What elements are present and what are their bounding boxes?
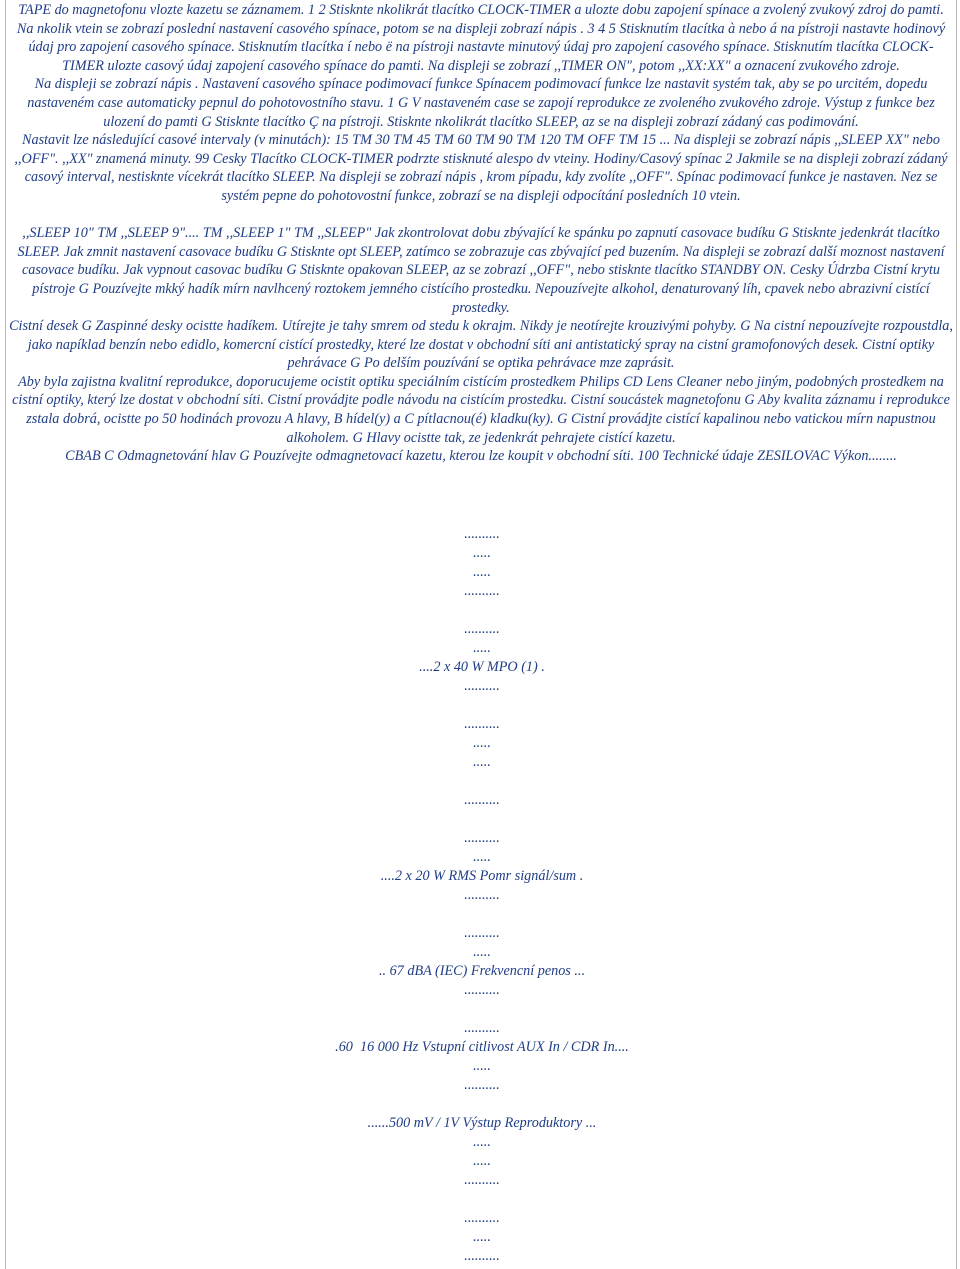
spec-line: ..........: [464, 716, 500, 732]
paragraph: TAPE do magnetofonu vlozte kazetu se záznamem. 1 2 Stisknte nkolikrát tlacítko CLOCK-TIMER a ulozte dobu zapojení spínace a zvolený zvukový zdroj do pamti.: [18, 2, 944, 18]
spec-line: .....: [473, 545, 491, 561]
spec-line: .....: [473, 944, 491, 960]
spec-line: ..........: [464, 887, 500, 903]
spec-line: ..........: [464, 1172, 500, 1188]
spec-line: .....: [473, 1153, 491, 1169]
paragraph: ,,SLEEP 10" TM ,,SLEEP 9".... TM ,,SLEEP 1" TM ,,SLEEP" Jak zkontrolovat dobu zbývající ke spánku po zapnutí casovace budíku G Stisknte jedenkrát tlacítko SLEEP. Jak zmnit nastavení casovace budíku G Stisknte opt SLEEP, zatímco se zobrazuje cas zbývající ped buzením. Na displeji se zobrazí další moznost nastavení casovace budíku. Jak vypnout casovac budíku G Stisknte opakovan SLEEP, az se zobrazí ,,OFF", nebo stisknte tlacítko STANDBY ON. Cesky Údrzba Cistní krytu pístroje G Pouzívejte mkký hadík mírn navlhcený roztokem jemného cistícího prostedku. Nepouzívejte alkohol, denaturovaný líh, cpavek nebo abrazivní cistící prostedky.: [17, 225, 945, 316]
spec-line: .....: [473, 754, 491, 770]
spec-line: .....: [473, 1058, 491, 1074]
spec-line: ..........: [464, 925, 500, 941]
paragraph: Cistní desek G Zaspinné desky ocistte hadíkem. Utírejte je tahy smrem od stedu k okrajm. Nikdy je neotírejte krouzivými pohyby. G Na cistní nepouzívejte rozpoustdla, jako napíklad benzín nebo edidlo, komercní cistící prostedky, které lze dostat v obchodní síti ani antistatický spray na cistní gramofonových desek. Cistní optiky pehrávace G Po delším pouzívání se optika pehrávace mze zaprásit.: [9, 318, 953, 372]
spec-line: ..........: [464, 1210, 500, 1226]
spec-line: ......500 mV / 1V Výstup Reproduktory ...: [367, 1115, 597, 1131]
spec-line: ..........: [464, 621, 500, 637]
manual-text: [8, 1, 954, 466]
spec-line: .....: [473, 849, 491, 865]
spec-line: ..........: [464, 1077, 500, 1093]
spec-line: .....: [473, 1229, 491, 1245]
spec-line: .60 16 000 Hz Vstupní citlivost AUX In / CDR In....: [335, 1039, 629, 1055]
spec-line: .....: [473, 640, 491, 656]
paragraph: Aby byla zajistna kvalitní reprodukce, doporucujeme ocistit optiku speciálním cistícím prostedkem Philips CD Lens Cleaner nebo jiným, podobných prostedkem na cistní optiky, který lze dostat v obchodní síti. Cistní provádjte podle návodu na cistícím prostedku. Cistní soucástek magnetofonu G Aby kvalita záznamu i reprodukce zstala dobrá, ocistte po 50 hodinách provozu A hlavy, B hídel(y) a C pítlacnou(é) kladku(ky). G Cistní provádjte cistící kapalinou nebo vatickou mírn napustnou alkoholem. G Hlavy ocistte tak, ze jedenkrát pehrajete cistící kazetu.: [12, 373, 950, 446]
spec-line: ....2 x 40 W MPO (1) .: [419, 659, 545, 675]
document-page: [5, 0, 957, 1269]
paragraph: CBAB C Odmagnetování hlav G Pouzívejte odmagnetovací kazetu, kterou lze koupit v obchodní síti. 100 Technické údaje ZESILOVAC Výkon........: [65, 448, 897, 465]
spec-line: ..........: [464, 1020, 500, 1036]
spec-line: ..........: [464, 526, 500, 542]
spec-line: ..........: [464, 830, 500, 846]
spec-line: ..........: [464, 583, 500, 599]
spec-line: .....: [473, 1134, 491, 1150]
paragraph: Nastavit lze následující casové intervaly (v minutách): 15 TM 30 TM 45 TM 60 TM 90 TM 120 TM OFF TM 15 ... Na displeji se zobrazí nápis ,,SLEEP XX" nebo ,,OFF". ,,XX" znamená minuty. 99 Cesky Tlacítko CLOCK-TIMER podrzte stisknuté alespo dv vteiny. Hodiny/Casový spínac 2 Jakmile se na displeji zobrazí zádaný casový interval, nestisknte vícekrát tlacítko SLEEP. Na displeji se zobrazí nápis , krom pípadu, kdy zvolíte ,,OFF". Spínac podimovací funkce je nastaven. Nez se systém pepne do pohotovostní funkce, zobrazí se na displeji odpocítání posledních 10 vtein.: [14, 132, 948, 204]
spec-line: ..........: [464, 1248, 500, 1264]
spec-line: .. 67 dBA (IEC) Frekvencní penos ...: [378, 963, 586, 979]
spec-line: ..........: [464, 792, 500, 808]
spec-line: ..........: [464, 982, 500, 998]
paragraph: Na nkolik vtein se zobrazí poslední nastavení casového spínace, potom se na displeji zobrazí nápis . 3 4 5 Stisknutím tlacítka à nebo á na pístroji nastavte hodinový údaj pro zapojení casového spínace. Stisknutím tlacítka í nebo ë na pístroji nastavte minutový údaj pro zapojení casového spínace. Stisknutím tlacítka CLOCK-TIMER ulozte casový údaj zapojení casového spínace do pamti. Na displeji se zobrazí ,,TIMER ON", potom ,,XX:XX" a oznacení zvukového zdroje.: [16, 20, 946, 74]
spec-line: ....2 x 20 W RMS Pomr signál/sum .: [380, 868, 584, 884]
blank-line: [8, 206, 954, 225]
spec-line: .....: [473, 564, 491, 580]
paragraph: Na displeji se zobrazí nápis . Nastavení casového spínace podimovací funkce Spínacem podimovací funkce lze nastavit systém tak, aby se po urcitém, dopedu nastaveném case automaticky pepnul do pohotovostního stavu. 1 G V nastaveném case se zapojí reprodukce ze zvoleného zvukového zdroje. Výstup z funkce bez ulození do pamti G Stisknte tlacítko Ç na pístroji. Stisknte nkolikrát tlacítko SLEEP, az se na displeji zobrazí zádaný cas podimování.: [27, 76, 935, 130]
spec-line: ..........: [464, 678, 500, 694]
spec-line: .....: [473, 735, 491, 751]
